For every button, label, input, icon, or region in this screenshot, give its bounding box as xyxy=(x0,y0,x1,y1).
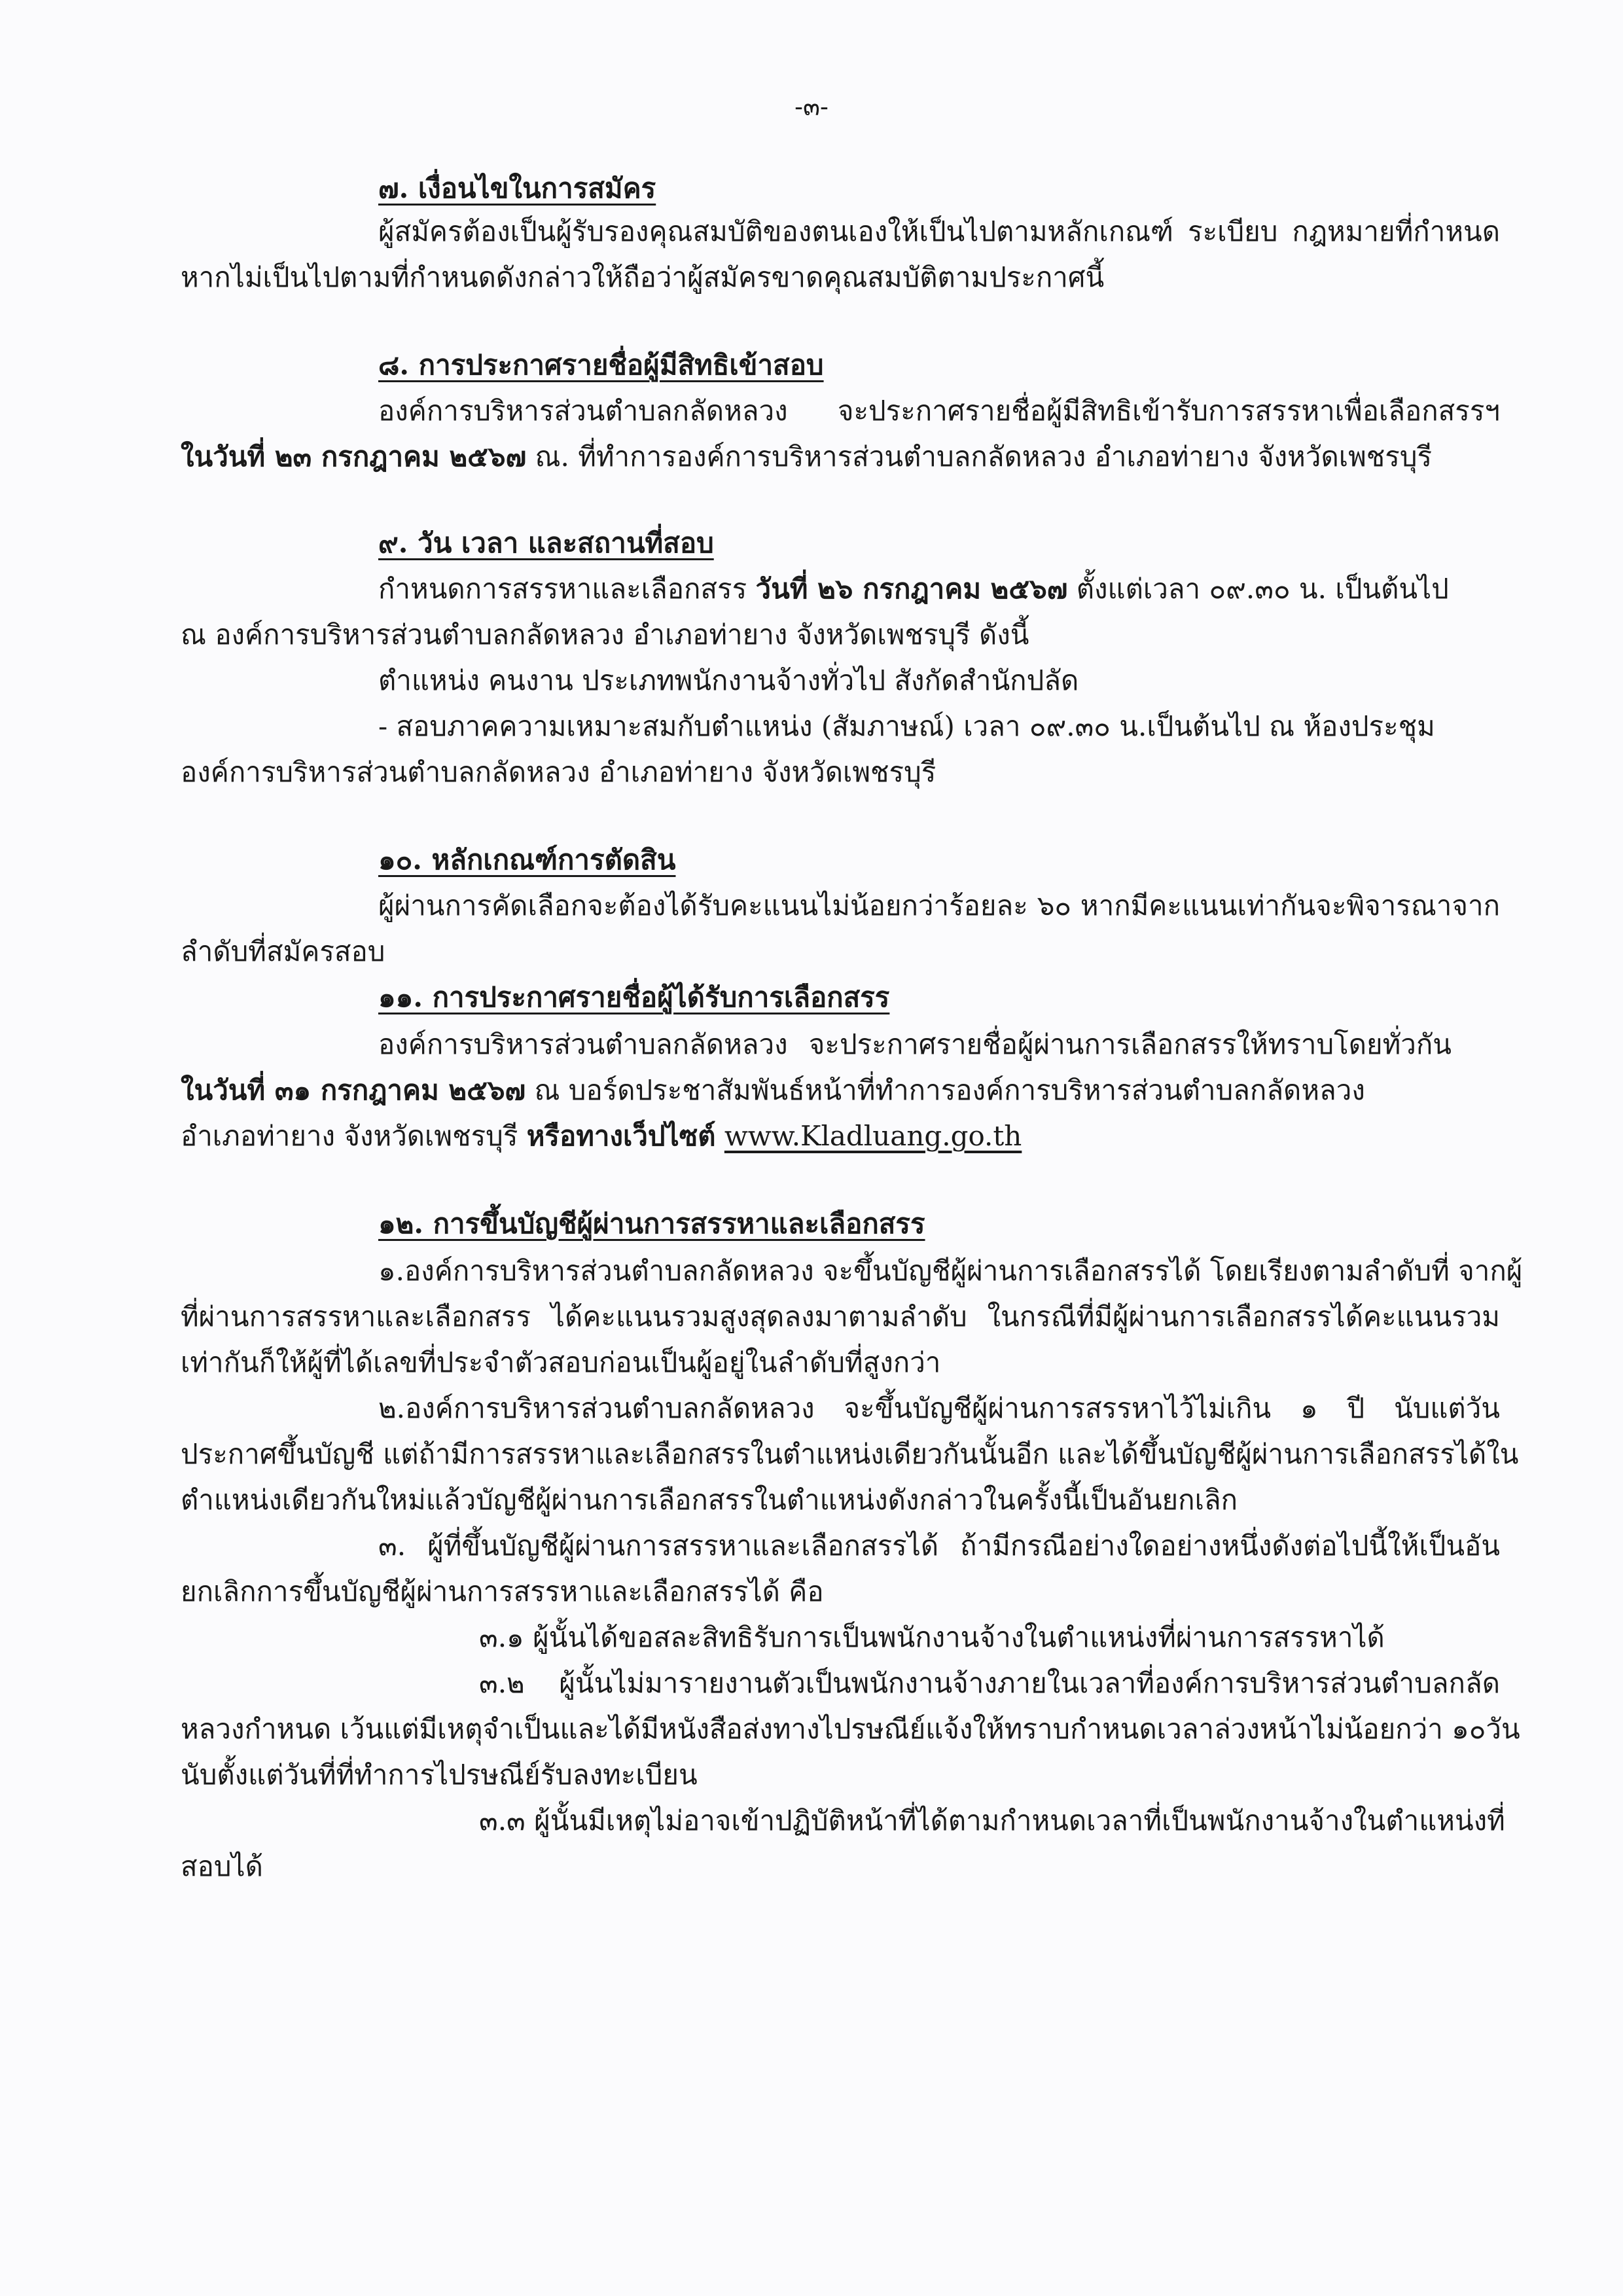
section-12-item-3-2-line-3: นับตั้งแต่วันที่ที่ทำการไปรษณีย์รับลงทะเบียน xyxy=(181,1759,698,1791)
section-10-line-1: ผู้ผ่านการคัดเลือกจะต้องได้รับคะแนนไม่น้อยกว่าร้อยละ ๖๐ หากมีคะแนนเท่ากันจะพิจารณาจาก xyxy=(378,889,1500,922)
section-12-p3-line-1: ๓. ผู้ที่ขึ้นบัญชีผู้ผ่านการสรรหาและเลือกสรรได้ ถ้ามีกรณีอย่างใดอย่างหนึ่งดังต่อไปนี้ให้เป็นอัน xyxy=(378,1530,1500,1562)
section-11-location: ณ บอร์ดประชาสัมพันธ์หน้าที่ทำการองค์การบริหารส่วนตำบลกลัดหลวง xyxy=(526,1074,1365,1106)
section-8-line-2 xyxy=(181,437,1432,476)
section-12-p1-line-1: ๑.องค์การบริหารส่วนตำบลกลัดหลวง จะขึ้นบัญชีผู้ผ่านการเลือกสรรได้ โดยเรียงตามลำดับที่ จากผู้ xyxy=(378,1255,1523,1287)
section-12-p2-line-1: ๒.องค์การบริหารส่วนตำบลกลัดหลวง จะขึ้นบัญชีผู้ผ่านการสรรหาไว้ไม่เกิน ๑ ปี นับแต่วัน xyxy=(378,1392,1500,1424)
section-9-line-1 xyxy=(378,569,1449,609)
section-12-item-3-2-line-2: หลวงกำหนด เว้นแต่มีเหตุจำเป็นและได้มีหนังสือส่งทางไปรษณีย์แจ้งให้ทราบกำหนดเวลาล่วงหน้าไม่น้อยกว่า ๑๐วัน xyxy=(181,1713,1520,1745)
section-12-p2-line-3: ตำแหน่งเดียวกันใหม่แล้วบัญชีผู้ผ่านการเลือกสรรในตำแหน่งดังกล่าวในครั้งนี้เป็นอันยกเลิก xyxy=(181,1484,1238,1516)
section-7-heading: ๗. เงื่อนไขในการสมัคร xyxy=(378,172,656,204)
section-9-line-5: องค์การบริหารส่วนตำบลกลัดหลวง อำเภอท่ายาง จังหวัดเพชรบุรี xyxy=(181,756,936,788)
section-8-heading: ๘. การประกาศรายชื่อผู้มีสิทธิเข้าสอบ xyxy=(378,349,824,381)
section-7-line-1: ผู้สมัครต้องเป็นผู้รับรองคุณสมบัติของตนเองให้เป็นไปตามหลักเกณฑ์ ระเบียบ กฎหมายที่กำหนด xyxy=(378,215,1500,247)
section-9-heading: ๙. วัน เวลา และสถานที่สอบ xyxy=(378,527,714,559)
section-10-heading: ๑๐. หลักเกณฑ์การตัดสิน xyxy=(378,844,676,876)
section-11-line-3 xyxy=(181,1117,1022,1156)
section-9-line-2: ณ องค์การบริหารส่วนตำบลกลัดหลวง อำเภอท่ายาง จังหวัดเพชรบุรี ดังนี้ xyxy=(181,619,1029,651)
section-9-line-4: - สอบภาคความเหมาะสมกับตำแหน่ง (สัมภาษณ์) เวลา ๐๙.๓๐ น.เป็นต้นไป ณ ห้องประชุม xyxy=(378,710,1435,742)
section-11-line-2 xyxy=(181,1071,1365,1110)
section-11-website-label: หรือทางเว็ปไซต์ xyxy=(526,1120,716,1152)
section-12-p3-line-2: ยกเลิกการขึ้นบัญชีผู้ผ่านการสรรหาและเลือกสรรได้ คือ xyxy=(181,1575,824,1607)
section-9-text-a: กำหนดการสรรหาและเลือกสรร xyxy=(378,573,756,605)
section-11-text-a: อำเภอท่ายาง จังหวัดเพชรบุรี xyxy=(181,1120,527,1152)
section-9-exam-date: วันที่ ๒๖ กรกฎาคม ๒๕๖๗ xyxy=(755,573,1068,605)
website-link[interactable]: www.Kladluang.go.th xyxy=(724,1120,1022,1152)
section-11-heading: ๑๑. การประกาศรายชื่อผู้ได้รับการเลือกสรร xyxy=(378,981,890,1013)
section-12-heading: ๑๒. การขึ้นบัญชีผู้ผ่านการสรรหาและเลือกสรร xyxy=(378,1208,925,1240)
section-11-line-1: องค์การบริหารส่วนตำบลกลัดหลวง จะประกาศรายชื่อผู้ผ่านการเลือกสรรให้ทราบโดยทั่วกัน xyxy=(378,1028,1452,1060)
section-8-location: ณ. ที่ทำการองค์การบริหารส่วนตำบลกลัดหลวง อำเภอท่ายาง จังหวัดเพชรบุรี xyxy=(526,440,1433,473)
section-11-announce-date: ในวันที่ ๓๑ กรกฎาคม ๒๕๖๗ xyxy=(181,1074,526,1106)
section-12-p2-line-2: ประกาศขึ้นบัญชี แต่ถ้ามีการสรรหาและเลือกสรรในตำแหน่งเดียวกันนั้นอีก และได้ขึ้นบัญชีผู้ผ่านการเลือกสรรได้ใน xyxy=(181,1438,1519,1470)
section-12-item-3-2-line-1: ๓.๒ ผู้นั้นไม่มารายงานตัวเป็นพนักงานจ้างภายในเวลาที่องค์การบริหารส่วนตำบลกลัด xyxy=(479,1667,1500,1699)
page-number: -๓- xyxy=(794,92,829,121)
section-12-p1-line-3: เท่ากันก็ให้ผู้ที่ได้เลขที่ประจำตัวสอบก่อนเป็นผู้อยู่ในลำดับที่สูงกว่า xyxy=(181,1346,941,1378)
section-8-announce-date: ในวันที่ ๒๓ กรกฎาคม ๒๕๖๗ xyxy=(181,440,527,473)
section-9-text-b: ตั้งแต่เวลา ๐๙.๓๐ น. เป็นต้นไป xyxy=(1067,573,1449,605)
section-12-p1-line-2: ที่ผ่านการสรรหาและเลือกสรร ได้คะแนนรวมสูงสุดลงมาตามลำดับ ในกรณีที่มีผู้ผ่านการเลือกสรรได้คะแนนรวม xyxy=(181,1300,1500,1333)
section-12-item-3-3-line-1: ๓.๓ ผู้นั้นมีเหตุไม่อาจเข้าปฏิบัติหน้าที่ได้ตามกำหนดเวลาที่เป็นพนักงานจ้างในตำแหน่งที่ xyxy=(479,1804,1505,1837)
section-7-line-2: หากไม่เป็นไปตามที่กำหนดดังกล่าวให้ถือว่าผู้สมัครขาดคุณสมบัติตามประกาศนี้ xyxy=(181,261,1105,293)
section-8-line-1: องค์การบริหารส่วนตำบลกลัดหลวง จะประกาศรายชื่อผู้มีสิทธิเข้ารับการสรรหาเพื่อเลือกสรรฯ xyxy=(378,395,1500,427)
section-12-item-3-3-line-2: สอบได้ xyxy=(181,1850,263,1882)
section-10-line-2: ลำดับที่สมัครสอบ xyxy=(181,935,385,967)
section-9-line-3: ตำแหน่ง คนงาน ประเภทพนักงานจ้างทั่วไป สังกัดสำนักปลัด xyxy=(378,664,1079,696)
section-12-item-3-1: ๓.๑ ผู้นั้นได้ขอสละสิทธิรับการเป็นพนักงานจ้างในตำแหน่งที่ผ่านการสรรหาได้ xyxy=(479,1621,1385,1653)
